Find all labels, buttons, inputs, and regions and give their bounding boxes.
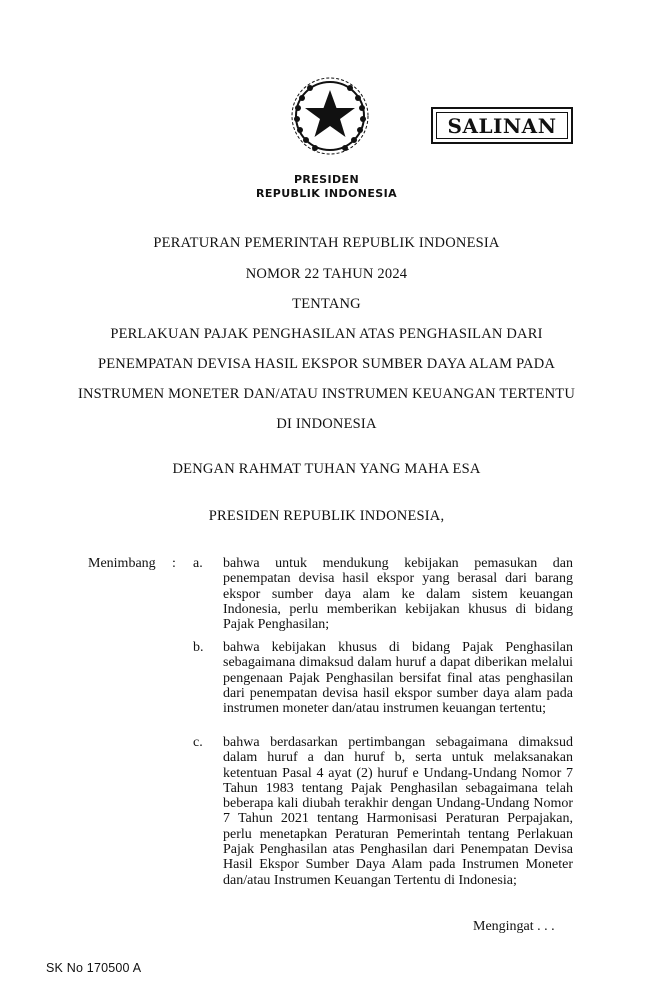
regulation-number: NOMOR 22 TAHUN 2024	[245, 266, 408, 282]
presidential-emblem-icon	[282, 68, 378, 164]
copy-stamp-label: SALINAN	[436, 112, 568, 139]
item-marker-b: b.	[193, 640, 204, 655]
republic-heading: REPUBLIK INDONESIA	[255, 187, 398, 200]
issuer: PRESIDEN REPUBLIK INDONESIA,	[208, 508, 445, 524]
regulation-subject-line-4: DI INDONESIA	[276, 416, 377, 432]
regulation-subject-line-3: INSTRUMEN MONETER DAN/ATAU INSTRUMEN KEUANGAN TERTENTU	[77, 386, 576, 402]
regulation-title: PERATURAN PEMERINTAH REPUBLIK INDONESIA	[153, 235, 500, 251]
consideration-c: bahwa berdasarkan pertimbangan sebagaimana dimaksud dalam huruf a dan huruf b, serta untuk melaksanakan ketentuan Pasal 4 ayat (2) huruf e Undang-Undang Nomor 7 Tahun 1983 tentang Pajak Penghasilan sebagaimana telah beberapa kali diubah terakhir dengan Undang-Undang Nomor 7 Tahun 2021 tentang Harmonisasi Peraturan Perpajakan, perlu menetapkan Peraturan Pemerintah tentang Perlakuan Pajak Penghasilan atas Penghasilan dari Penempatan Devisa Hasil Ekspor Sumber Daya Alam pada Instrumen Moneter dan/atau Instrumen Keuangan Tertentu di Indonesia;	[223, 735, 573, 888]
invocation: DENGAN RAHMAT TUHAN YANG MAHA ESA	[172, 461, 481, 477]
regulation-about: TENTANG	[292, 296, 361, 312]
consideration-b: bahwa kebijakan khusus di bidang Pajak Penghasilan sebagaimana dimaksud dalam huruf a dapat diberikan melalui pengenaan Pajak Penghasilan bersifat final atas penghasilan dari penempatan devisa hasil ekspor sumber daya alam pada instrumen moneter dan/atau instrumen keuangan tertentu;	[223, 640, 573, 717]
copy-stamp	[431, 107, 573, 144]
considerations-colon: :	[172, 556, 176, 571]
document-code: SK No 170500 A	[46, 961, 142, 975]
president-heading: PRESIDEN	[293, 173, 360, 186]
considerations-label: Menimbang	[88, 556, 156, 571]
consideration-a: bahwa untuk mendukung kebijakan pemasukan dan penempatan devisa hasil ekspor yang berasal dari barang ekspor sumber daya alam ke dalam sistem keuangan Indonesia, perlu memberikan kebijakan khusus di bidang Pajak Penghasilan;	[223, 556, 573, 633]
item-marker-a: a.	[193, 556, 203, 571]
regulation-subject-line-1: PERLAKUAN PAJAK PENGHASILAN ATAS PENGHASILAN DARI	[110, 326, 543, 342]
item-marker-c: c.	[193, 735, 203, 750]
next-page-catchword: Mengingat . . .	[473, 919, 555, 934]
regulation-subject-line-2: PENEMPATAN DEVISA HASIL EKSPOR SUMBER DAYA ALAM PADA	[97, 356, 556, 372]
